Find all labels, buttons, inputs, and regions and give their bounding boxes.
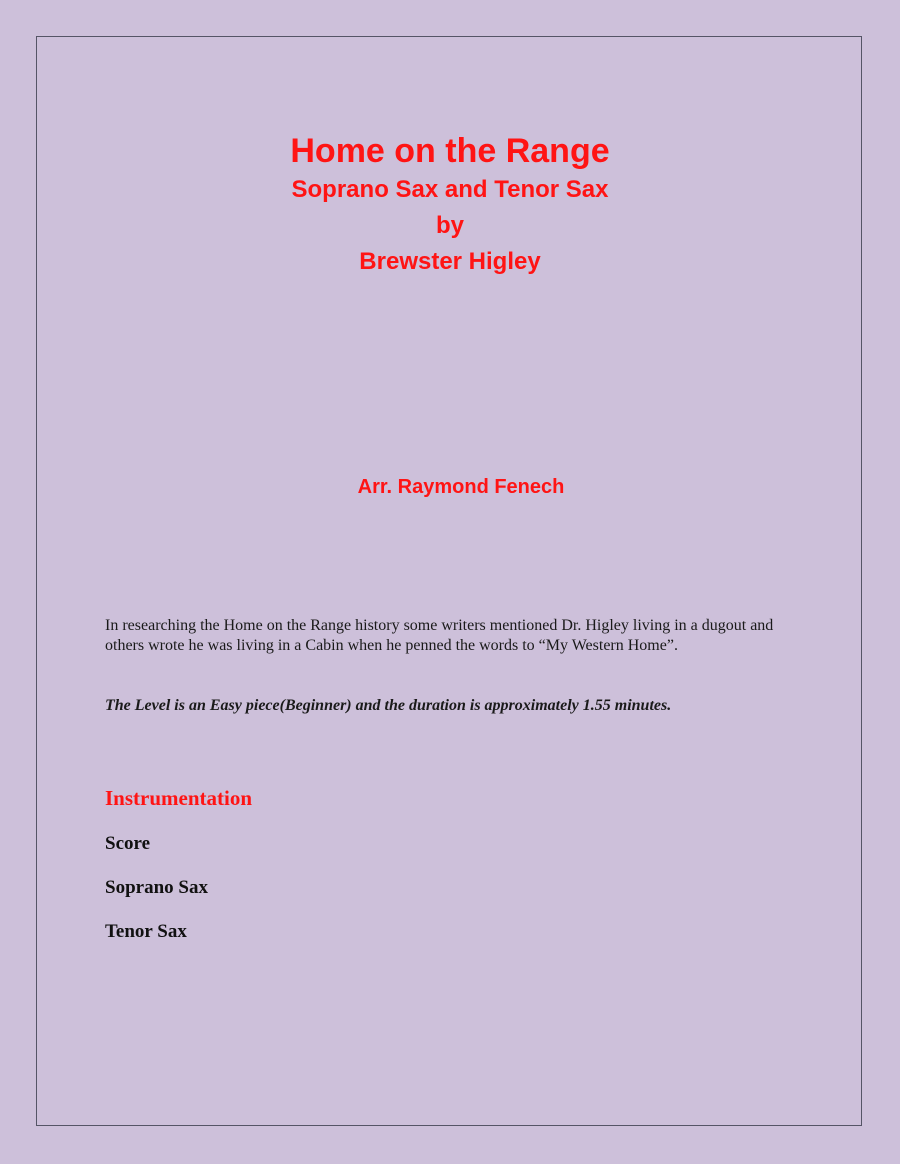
instrumentation-list	[105, 832, 208, 964]
instrument-item-soprano-sax: Soprano Sax	[105, 877, 208, 898]
instrumentation-heading: Instrumentation	[105, 786, 253, 810]
instrument-item-score: Score	[105, 833, 151, 854]
by-line: by	[435, 212, 464, 239]
title-block	[0, 130, 900, 280]
arranger-credit: Arr. Raymond Fenech	[357, 476, 565, 498]
history-description: In researching the Home on the Range history some writers mentioned Dr. Higley living in a dugout and others wrote he was living in a Cabin when he penned the words to “My Western Home”.	[105, 617, 774, 654]
instrument-item-tenor-sax: Tenor Sax	[105, 921, 187, 942]
instrument-subtitle: Soprano Sax and Tenor Sax	[291, 176, 609, 203]
composer-name: Brewster Higley	[359, 248, 541, 275]
page-title: Home on the Range	[290, 132, 610, 170]
level-duration-note: The Level is an Easy piece(Beginner) and the duration is approximately 1.55 minutes.	[105, 697, 672, 714]
